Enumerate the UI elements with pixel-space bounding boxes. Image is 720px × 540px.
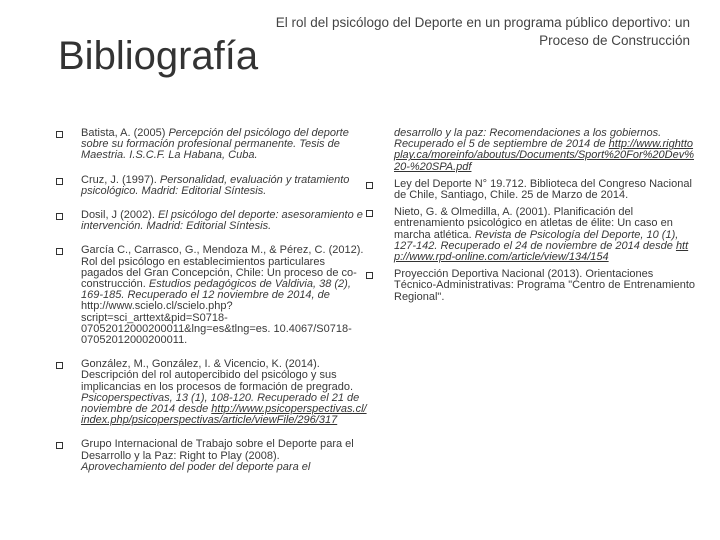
- reference-text: Proyección Deportiva Nacional (2013). Orientaciones Técnico-Administrativas: Programa "Centro de Entrenamiento Regional".: [394, 268, 696, 303]
- reference-ley-del-deporte: [366, 179, 696, 201]
- reference-text: Batista, A. (2005): [81, 127, 169, 139]
- reference-text: Ley del Deporte N° 19.712. Biblioteca del Congreso Nacional de Chile, Santiago, Chile. 25 de Marzo de 2014.: [394, 177, 692, 202]
- reference-italic: El psicólogo del deporte: asesoramiento e intervención. Madrid: Editorial Síntesis.: [81, 209, 363, 233]
- reference-grupo-internacional: [56, 439, 368, 473]
- reference-italic: Estudios pedagógicos de Valdivia, 38 (2), 169-185. Recuperado el 12 noviembre de 2014, de: [81, 278, 351, 302]
- reference-italic: Revista de Psicología del Deporte, 10 (1), 127-142. Recuperado el 24 de noviembre de 2014 desde: [394, 228, 679, 252]
- reference-italic: desarrollo y la paz: Recomendaciones a los gobiernos. Recuperado el 5 de septiembre de 2014 de: [394, 127, 662, 151]
- reference-text: Grupo Internacional de Trabajo sobre el Deporte para el Desarrollo y la Paz: Right to Play (2008).: [81, 438, 354, 462]
- square-bullet-icon: [366, 182, 373, 189]
- reference-url-text: http://www.scielo.cl/scielo.php?script=sci_arttext&pid=S0718-07052012000200011&lng=es&tlng=es. 10.4067/S0718-07052012000200011.: [81, 300, 352, 347]
- reference-link[interactable]: http://www.psicoperspectivas.cl/index.php/psicoperspectivas/article/viewFile/296/317: [81, 403, 367, 427]
- square-bullet-icon: [56, 131, 63, 138]
- square-bullet-icon: [56, 248, 63, 255]
- bibliography-column-left: [56, 128, 368, 473]
- square-bullet-icon: [56, 362, 63, 369]
- reference-text: Dosil, J (2002).: [81, 209, 159, 222]
- reference-text: Cruz, J. (1997).: [81, 173, 160, 186]
- reference-italic: Psicoperspectivas, 13 (1), 108-120. Recuperado el 21 de noviembre de 2014 desde: [81, 391, 360, 416]
- square-bullet-icon: [56, 178, 63, 185]
- reference-text: Nieto, G. & Olmedilla, A. (2001). Planificación del entrenamiento psicológico en atletas de élite: Un caso en marcha atlética.: [394, 206, 673, 241]
- reference-italic: Percepción del psicólogo del deporte sobre su formación profesional permanente. Tesis de Maestria. I.S.C.F. La Habana, Cuba.: [81, 127, 349, 162]
- square-bullet-icon: [366, 210, 373, 217]
- reference-gonzalez: [56, 359, 368, 426]
- reference-grupo-internacional-continued: [366, 128, 696, 173]
- reference-italic: Aprovechamiento del poder del deporte para el: [81, 460, 311, 473]
- reference-proyeccion-deportiva: [366, 269, 696, 303]
- reference-text: González, M., González, I. & Vicencio, K. (2014). Descripción del rol autopercibido del psicólogo y sus implicancias en los procesos de formación de pregrado.: [81, 358, 354, 393]
- bibliography-column-right: [366, 128, 696, 303]
- reference-garcia: [56, 245, 368, 346]
- reference-batista: [56, 128, 368, 162]
- reference-dosil: [56, 210, 368, 232]
- page-title: Bibliografía: [58, 34, 259, 78]
- reference-cruz: [56, 175, 368, 197]
- reference-link[interactable]: http://www.righttoplay.ca/moreinfo/aboutus/Documents/Sport%20For%20Dev%20-%20SPA.pdf: [394, 138, 695, 173]
- square-bullet-icon: [56, 213, 63, 220]
- reference-italic: Personalidad, evaluación y tratamiento psicológico. Madrid: Editorial Síntesis.: [81, 173, 350, 197]
- square-bullet-icon: [56, 442, 63, 449]
- reference-nieto: [366, 207, 696, 263]
- presentation-subtitle: El rol del psicólogo del Deporte en un programa público deportivo: un Proceso de Construcción: [275, 15, 690, 48]
- reference-link[interactable]: http://www.rpd-online.com/article/view/134/154: [394, 239, 689, 264]
- reference-text: García C., Carrasco, G., Mendoza M., & Pérez, C. (2012). Rol del psicólogo en establecimientos particulares pagados del Gran Concepción, Chile: Un proceso de co-construcción.: [81, 244, 364, 291]
- square-bullet-icon: [366, 272, 373, 279]
